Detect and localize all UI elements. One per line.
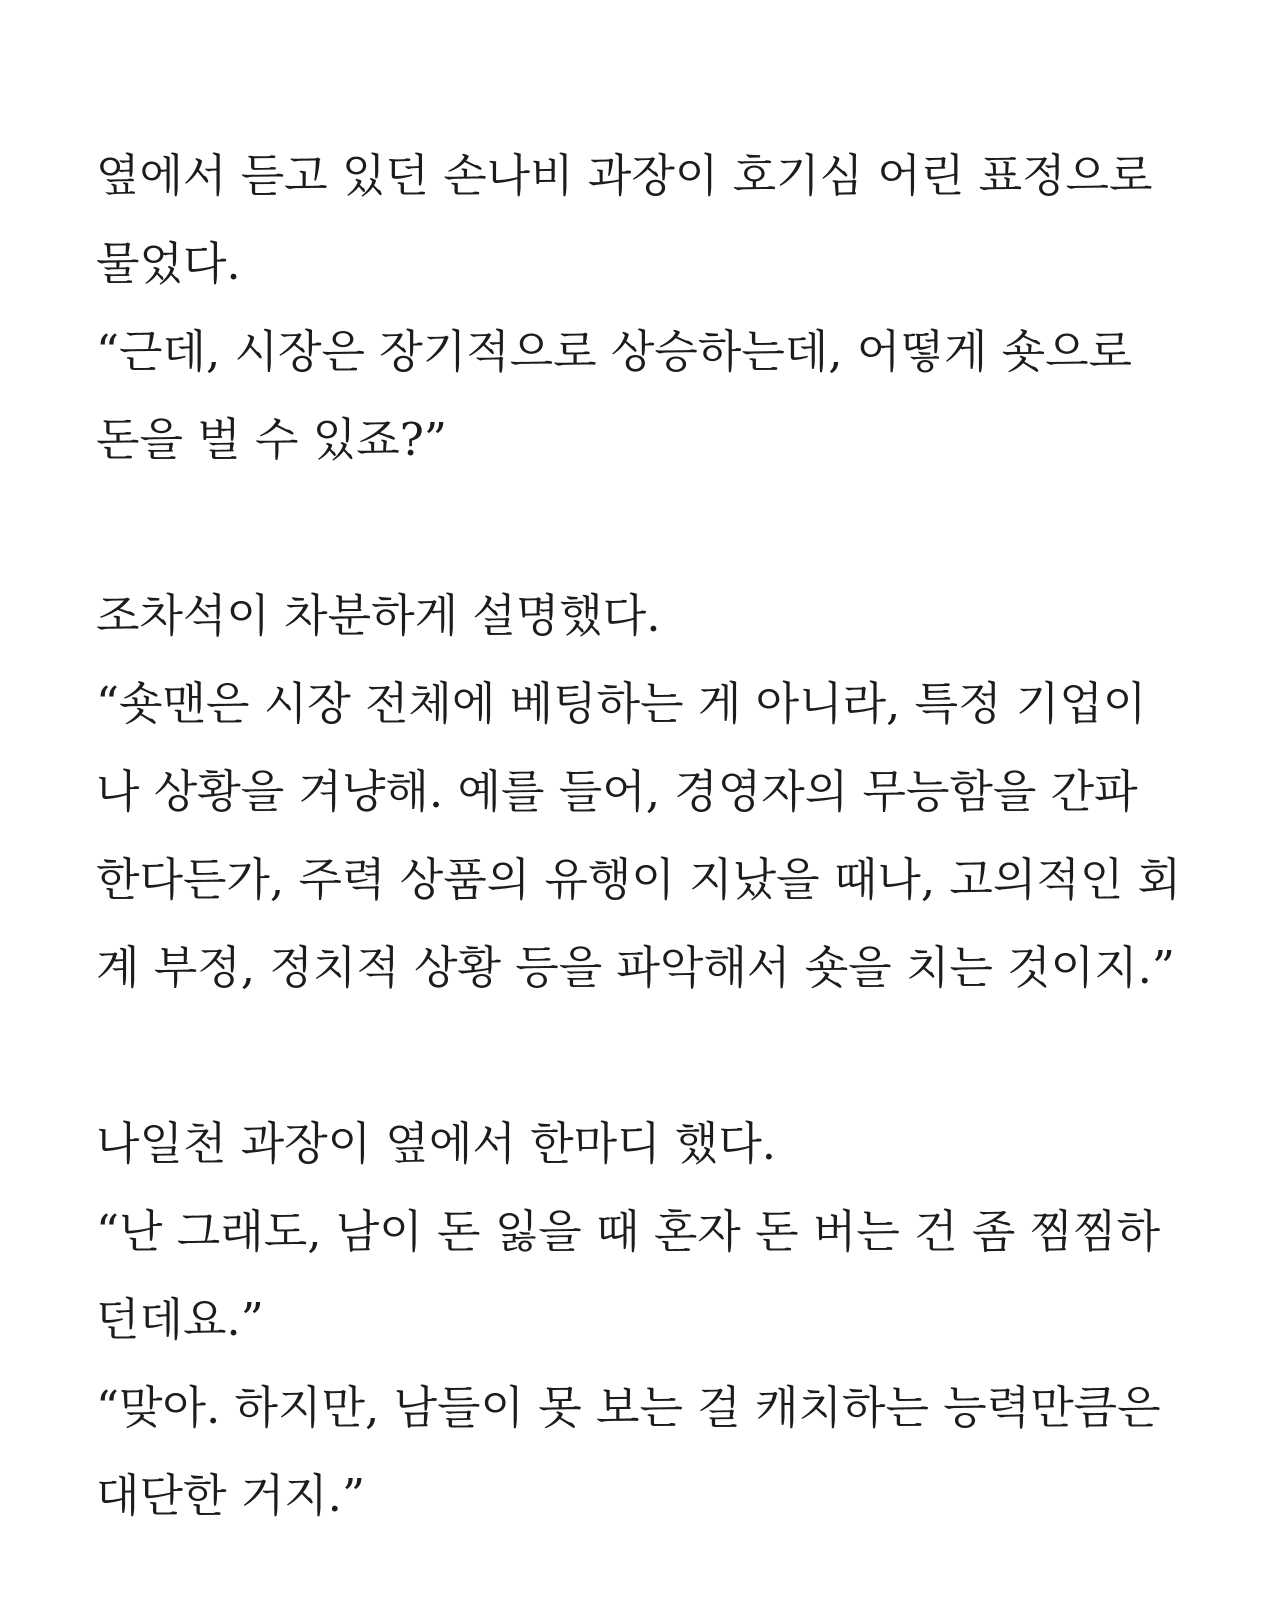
text-line: “난 그래도, 남이 돈 잃을 때 혼자 돈 버는 건 좀 찜찜하: [96, 1205, 1161, 1258]
paragraph-2: [96, 572, 1188, 1012]
text-line: 던데요.”: [96, 1293, 264, 1346]
text-line: “숏맨은 시장 전체에 베팅하는 게 아니라, 특정 기업이: [96, 677, 1147, 730]
text-line: 대단한 거지.”: [96, 1469, 365, 1522]
paragraph-3: [96, 1100, 1188, 1540]
text-line: 조차석이 차분하게 설명했다.: [96, 589, 661, 642]
text-line: “근데, 시장은 장기적으로 상승하는데, 어떻게 숏으로: [96, 325, 1133, 378]
text-line: 나 상황을 겨냥해. 예를 들어, 경영자의 무능함을 간파: [96, 765, 1138, 818]
story-text: [96, 132, 1188, 1540]
text-line: “맞아. 하지만, 남들이 못 보는 걸 캐치하는 능력만큼은: [96, 1381, 1161, 1434]
paragraph-1: [96, 132, 1188, 484]
text-line: 나일천 과장이 옆에서 한마디 했다.: [96, 1117, 777, 1170]
text-line: 한다든가, 주력 상품의 유행이 지났을 때나, 고의적인 회: [96, 853, 1182, 906]
text-line: 물었다.: [96, 237, 241, 290]
text-line: 옆에서 듣고 있던 손나비 과장이 호기심 어린 표정으로: [96, 149, 1153, 202]
text-line: 계 부정, 정치적 상황 등을 파악해서 숏을 치는 것이지.”: [96, 941, 1175, 994]
text-line: 돈을 벌 수 있죠?”: [96, 413, 447, 466]
